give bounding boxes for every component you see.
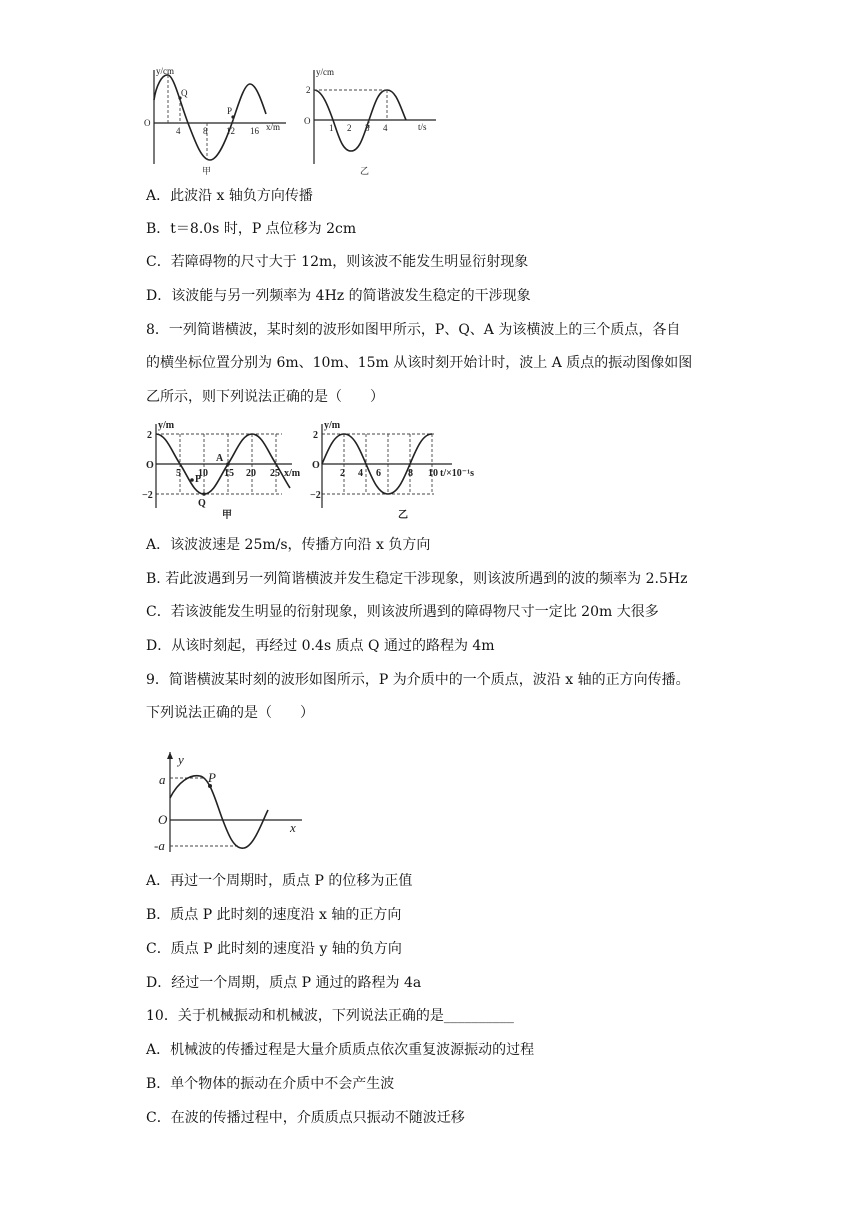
y-axis-label: y/m [324,420,341,431]
x-tick-8: 8 [203,126,208,136]
x-axis-label: t/×10⁻¹s [440,468,474,479]
q8-stem-line-2: 的横坐标位置分别为 6m、10m、15m 从该时刻开始计时，波上 A 质点的振动图像如图 [146,355,693,371]
q8-stem-line-1: 8．一列简谐横波，某时刻的波形如图甲所示，P、Q、A 为该横波上的三个质点，各自 [146,322,681,338]
x-tick-3: 3 [365,123,370,133]
figure-caption: 乙 [360,166,370,176]
q10-option-a: A．机械波的传播过程是大量介质质点依次重复波源振动的过程 [146,1042,535,1058]
point-p-label: P [195,474,202,485]
pos-a-label: a [159,772,166,787]
y-tick-2: 2 [313,430,318,441]
q8-option-d: D．从该时刻起，再经过 0.4s 质点 Q 通过的路程为 4m [146,638,495,654]
y-tick-2: 2 [147,430,152,441]
figure-caption: 甲 [202,166,212,176]
x-tick-1: 1 [329,123,334,133]
q10-option-b: B．单个物体的振动在介质中不会产生波 [146,1076,395,1092]
point-a-dot [226,462,230,466]
x-axis-label: x/m [284,468,301,479]
origin-label: O [158,812,168,827]
point-p-label: P [208,770,216,785]
y-axis-label: y/m [158,420,175,431]
origin-label: O [146,460,154,471]
q9-option-a: A．再过一个周期时，质点 P 的位移为正值 [146,873,413,889]
q7-option-c: C．若障碍物的尺寸大于 12m，则该波不能发生明显衍射现象 [146,254,529,270]
q9-stem-line-2: 下列说法正确的是（ ） [146,705,314,721]
q8-option-a: A．该波波速是 25m/s，传播方向沿 x 负方向 [146,537,431,553]
y-axis-label: y/cm [316,67,334,77]
y-tick-2: 2 [306,85,311,95]
q7-option-d: D．该波能与另一列频率为 4Hz 的简谐波发生稳定的干涉现象 [146,288,531,304]
q7-figure-jia [140,62,290,180]
q8-figure-jia [142,420,312,522]
x-tick-25: 25 [270,468,280,479]
figure-caption: 甲 [222,510,232,521]
q8-option-c: C．若该波能发生明显的衍射现象，则该波所遇到的障碍物尺寸一定比 20m 大很多 [146,604,659,620]
q8-option-b: B. 若此波遇到另一列简谐横波并发生稳定干涉现象，则该波所遇到的波的频率为 2.5Hz [146,571,688,587]
q9-option-b: B．质点 P 此时刻的速度沿 x 轴的正方向 [146,907,402,923]
x-tick-20: 20 [246,468,256,479]
q7-option-b: B．t＝8.0s 时，P 点位移为 2cm [146,221,357,237]
origin-label: O [312,460,320,471]
y-tick-minus-2: −2 [142,490,153,501]
q8-stem-line-3: 乙所示，则下列说法正确的是（ ） [146,389,384,405]
x-axis-label: t/s [418,122,427,132]
x-tick-16: 16 [250,126,259,136]
q9-stem-line-1: 9．简谐横波某时刻的波形如图所示，P 为介质中的一个质点，波沿 x 轴的正方向传播。 [146,672,690,688]
x-tick-4: 4 [176,126,181,136]
y-tick-minus-2: −2 [310,490,321,501]
q9-figure [148,752,318,856]
point-q-label: Q [198,498,206,509]
y-axis-label: y/cm [156,66,174,76]
x-tick-6: 6 [376,468,381,479]
y-axis-label: y [178,752,184,767]
origin-label: O [144,118,151,128]
x-tick-10: 10 [198,468,208,479]
q10-stem: 10．关于机械振动和机械波，下列说法正确的是__________ [146,1008,514,1024]
q7-figure-yi [296,62,446,180]
point-p-dot [190,478,194,482]
q7-option-a: A．此波沿 x 轴负方向传播 [146,188,313,204]
x-tick-4: 4 [358,468,363,479]
figure-caption: 乙 [398,510,408,521]
q10-option-c: C．在波的传播过程中，介质质点只振动不随波迁移 [146,1110,465,1126]
x-axis-label: x/m [266,122,281,132]
point-a-label: A [216,453,224,464]
x-tick-8: 8 [408,468,413,479]
x-axis-label: x [290,820,296,835]
x-tick-2: 2 [347,123,352,133]
x-tick-12: 12 [226,126,235,136]
x-tick-15: 15 [224,468,234,479]
x-tick-5: 5 [176,468,181,479]
x-tick-4: 4 [383,123,388,133]
q8-figure-yi [312,420,484,522]
neg-a-label: -a [154,838,165,853]
point-p-label: P [227,106,233,116]
point-q-dot [202,492,206,496]
point-q-label: Q [181,88,188,98]
q9-option-c: C．质点 P 此时刻的速度沿 y 轴的负方向 [146,941,402,957]
x-tick-2: 2 [340,468,345,479]
origin-label: O [304,116,311,126]
q9-option-d: D．经过一个周期，质点 P 通过的路程为 4a [146,975,422,991]
x-tick-10: 10 [428,468,438,479]
